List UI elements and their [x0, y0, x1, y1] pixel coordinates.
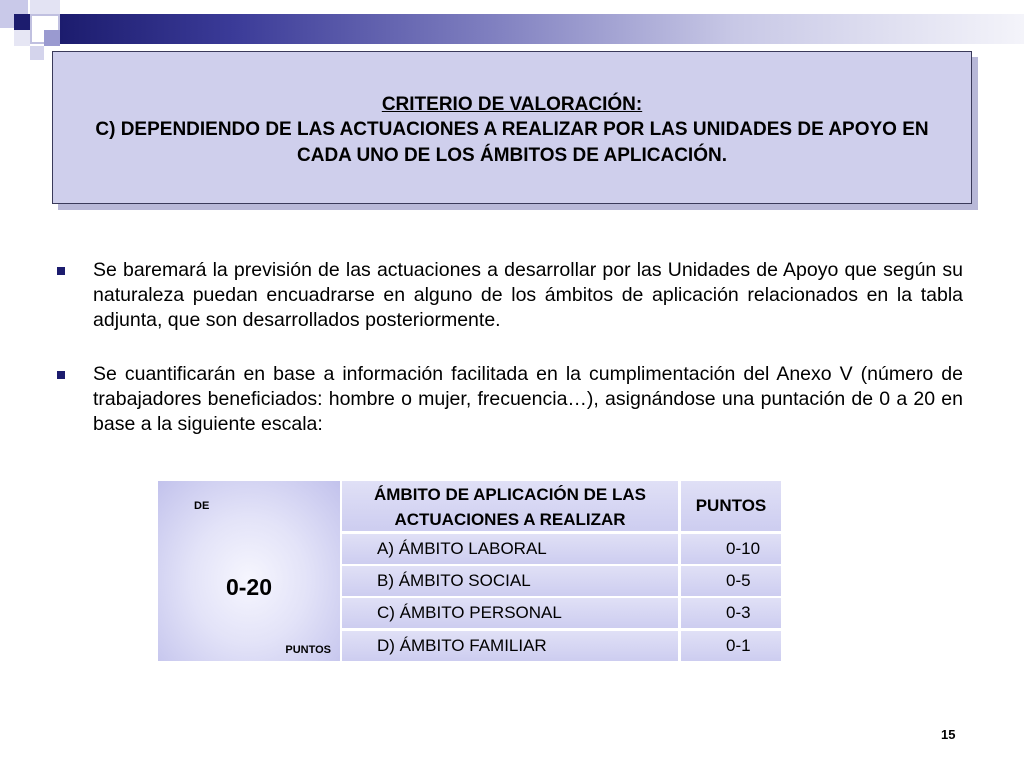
table-row-label: B) ÁMBITO SOCIAL [342, 566, 678, 596]
bullet-icon [57, 267, 65, 275]
score-range-background [158, 481, 340, 661]
deco-square [44, 30, 60, 46]
table-row-value: 0-3 [681, 598, 781, 628]
page-number: 15 [941, 727, 956, 742]
deco-square [14, 14, 30, 30]
table-header-ambito: ÁMBITO DE APLICACIÓN DE LAS ACTUACIONES A REALIZAR [342, 481, 678, 531]
bullet-text-1: Se baremará la previsión de las actuaciones a desarrollar por las Unidades de Apoyo que según su naturaleza puedan encuadrarse en alguno de los ámbitos de aplicación relacionados en la tabla adjunta, que son desarrollados posteriormente. [93, 259, 963, 331]
title-heading: CRITERIO DE VALORACIÓN: [381, 94, 643, 115]
title-subheading: C) DEPENDIENDO DE LAS ACTUACIONES A REALIZAR POR LAS UNIDADES DE APOYO EN CADA UNO DE LOS ÁMBITOS DE APLICACIÓN. [95, 119, 929, 166]
range-unit-label: PUNTOS [285, 644, 331, 656]
table-row-value: 0-1 [681, 631, 781, 661]
bullet-text-2: Se cuantificarán en base a información facilitada en la cumplimentación del Anexo V (número de trabajadores beneficiados: hombre o mujer, frecuencia…), asignándose una puntación de 0 a 20 en base a la siguiente escala: [93, 363, 963, 435]
table-row-value: 0-5 [681, 566, 781, 596]
score-range-cell [158, 481, 340, 661]
deco-square [30, 46, 44, 60]
range-from-label: DE [194, 500, 210, 512]
table-row-label: A) ÁMBITO LABORAL [342, 534, 678, 564]
header-gradient-bar [60, 14, 1024, 44]
table-row-value: 0-10 [681, 534, 781, 564]
deco-square [30, 0, 60, 14]
title-box [52, 51, 972, 204]
deco-square [14, 30, 30, 46]
bullet-icon [57, 371, 65, 379]
range-value: 0-20 [225, 574, 273, 600]
table-row-label: D) ÁMBITO FAMILIAR [342, 631, 678, 661]
table-row-label: C) ÁMBITO PERSONAL [342, 598, 678, 628]
table-header-puntos: PUNTOS [681, 481, 781, 531]
